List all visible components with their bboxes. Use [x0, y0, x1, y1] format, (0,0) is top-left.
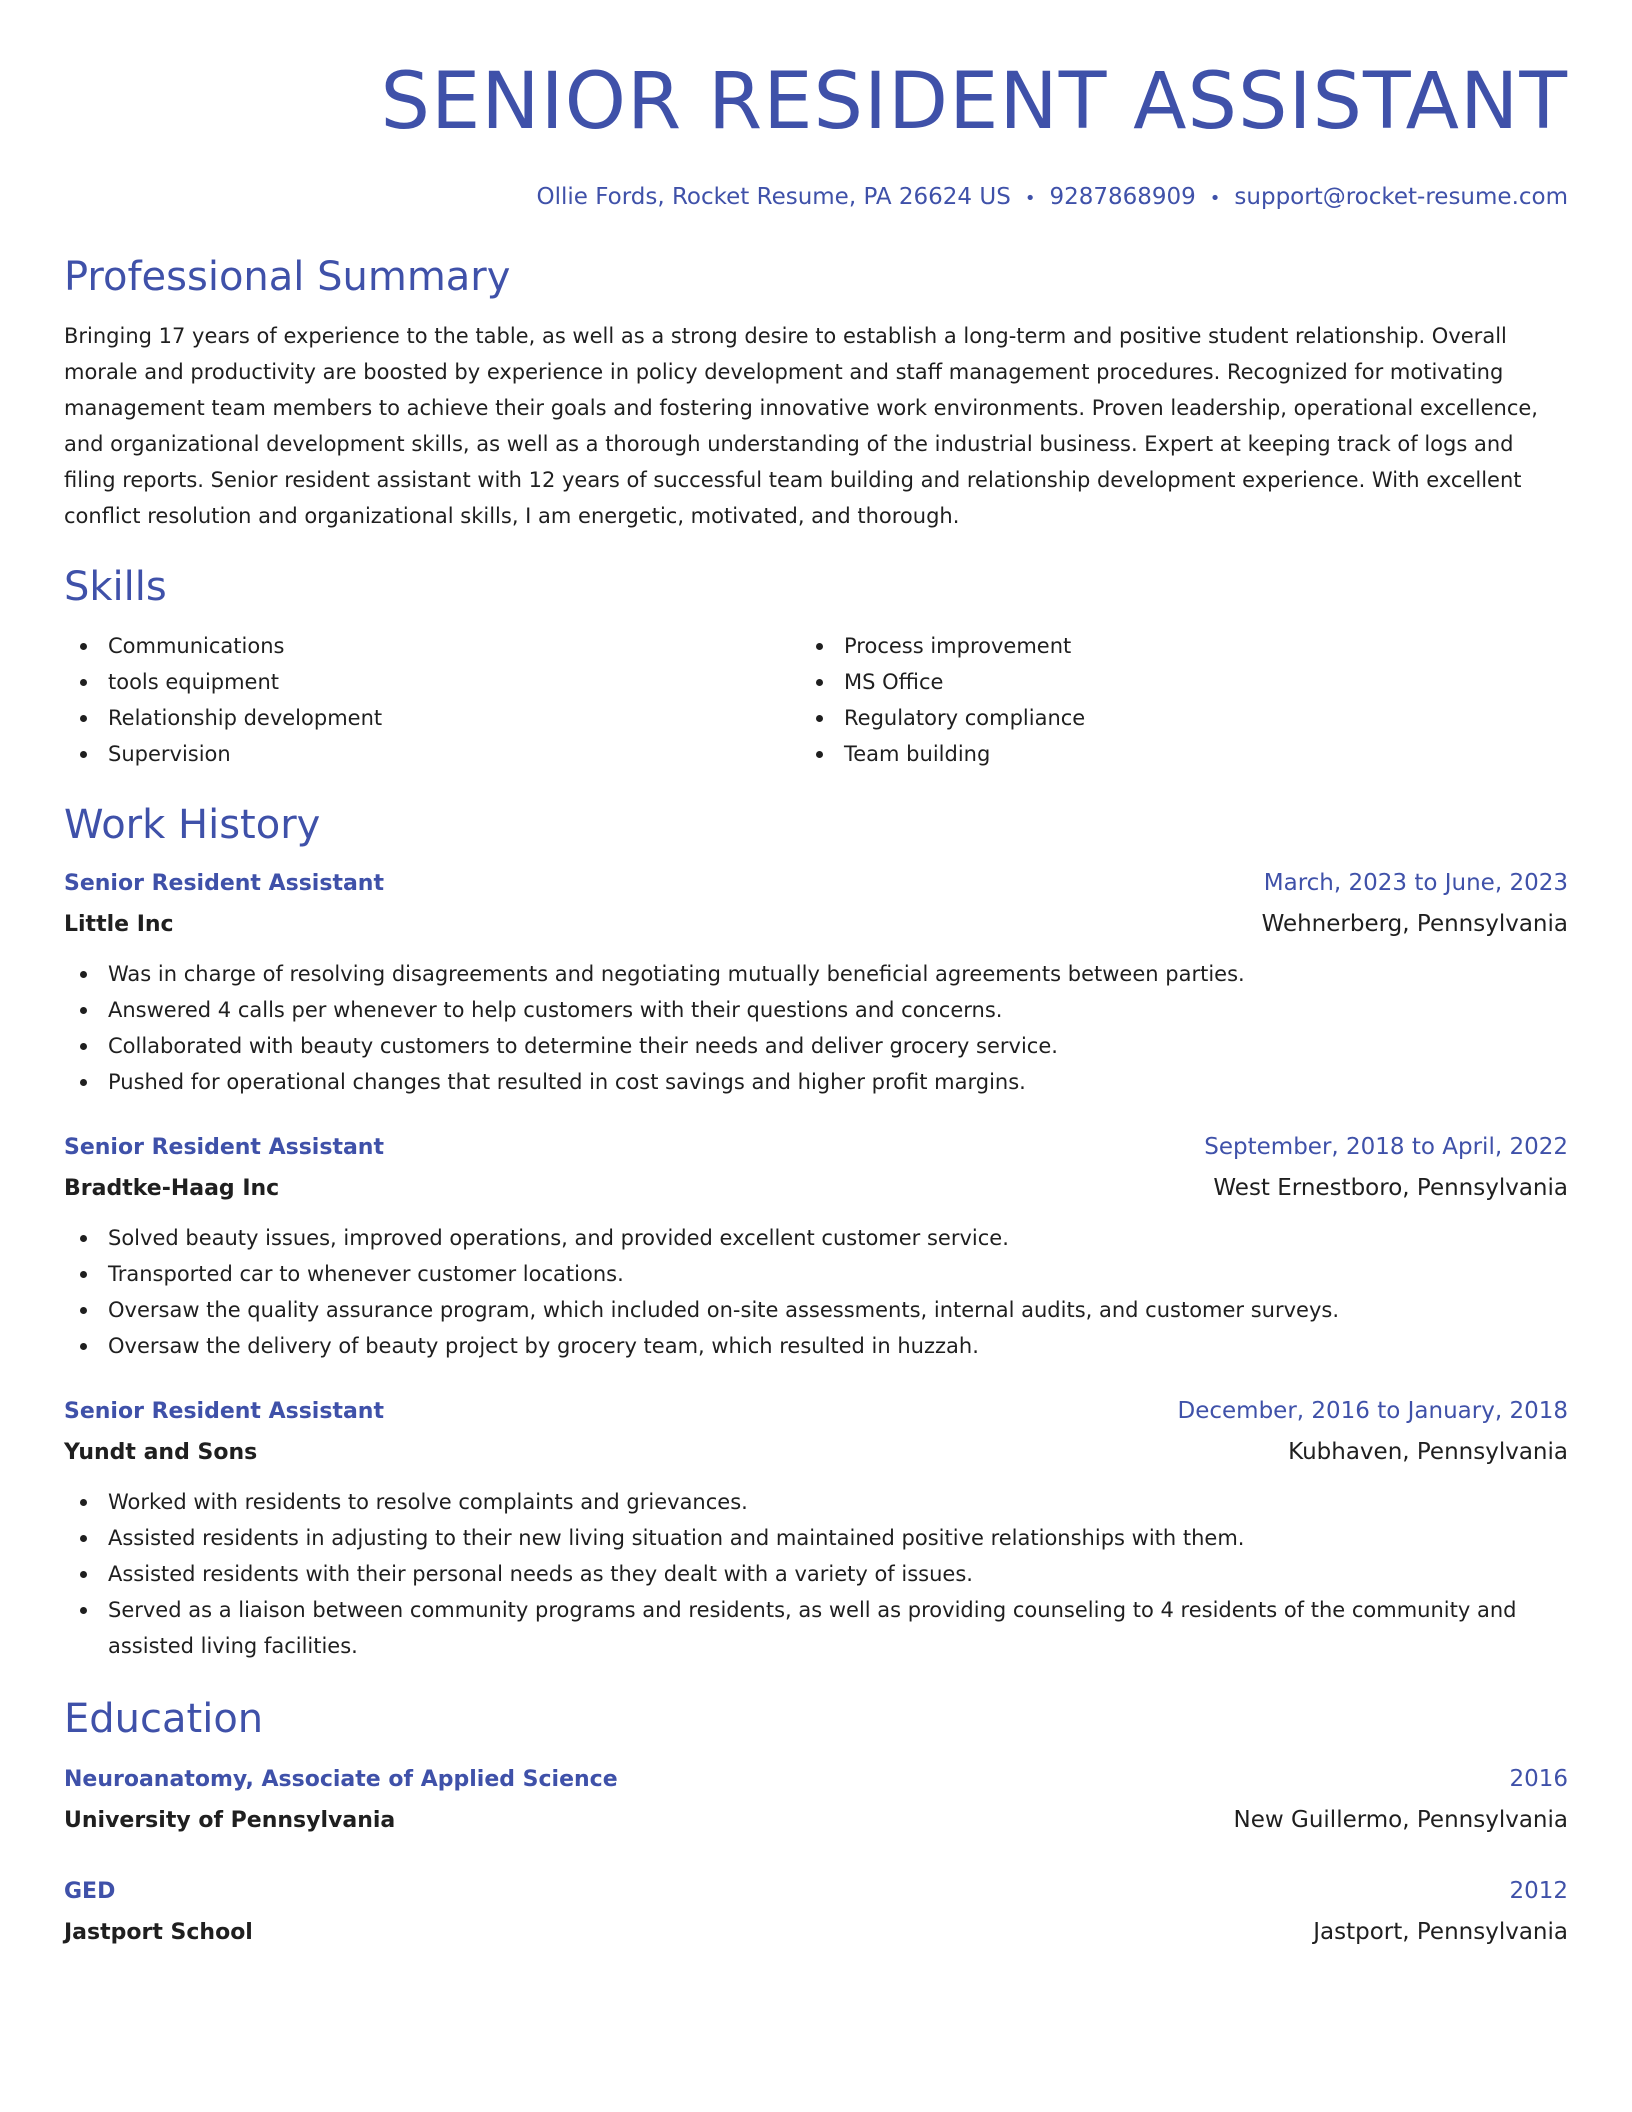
education-header-row — [64, 1876, 1568, 1907]
education-location: New Guillermo, Pennsylvania — [1233, 1807, 1568, 1833]
education-year: 2012 — [1509, 1878, 1568, 1904]
summary-heading: Professional Summary — [64, 254, 511, 300]
job-header-row — [64, 868, 1568, 899]
education-school: University of Pennsylvania — [64, 1808, 396, 1833]
job-company-row — [64, 1437, 1568, 1468]
skill-item: Regulatory compliance — [800, 700, 1536, 736]
skill-item: Relationship development — [64, 700, 800, 736]
skill-item: Supervision — [64, 736, 800, 772]
skill-item: tools equipment — [64, 664, 800, 700]
separator-dot: • — [1024, 188, 1036, 209]
summary-text: Bringing 17 years of experience to the table, as well as a strong desire to establish a long-term and positive student relationship. Overall morale and productivity are boosted by experience in policy development and staff management procedures. Recognized for motivating management team members to achieve their goals and fostering innovative work environments. Proven leadership, operational excellence, and organizational development skills, as well as a thorough understanding of the industrial business. Expert at keeping track of logs and filing reports. Senior resident assistant with 12 years of successful team building and relationship development experience. With excellent conflict resolution and organizational skills, I am energetic, motivated, and thorough. — [64, 324, 1538, 528]
education-degree: Neuroanatomy, Associate of Applied Science — [64, 1767, 618, 1792]
job-bullet: Answered 4 calls per whenever to help customers with their questions and concerns. — [64, 992, 1568, 1028]
education-year: 2016 — [1509, 1766, 1568, 1792]
job-title: Senior Resident Assistant — [64, 1135, 384, 1160]
work-history-heading: Work History — [64, 802, 321, 848]
job-dates: September, 2018 to April, 2022 — [1204, 1134, 1568, 1160]
contact-line — [64, 182, 1568, 214]
job-title: Senior Resident Assistant — [64, 1399, 384, 1424]
job-bullet: Oversaw the quality assurance program, which included on-site assessments, internal audits, and customer surveys. — [64, 1292, 1568, 1328]
skill-item: Team building — [800, 736, 1536, 772]
job-company: Bradtke-Haag Inc — [64, 1176, 280, 1201]
job-header-row — [64, 1132, 1568, 1163]
job-location: West Ernestboro, Pennsylvania — [1213, 1175, 1568, 1201]
job-entry — [64, 1132, 1568, 1364]
separator-dot: • — [1209, 188, 1221, 209]
contact-phone: 9287868909 — [1049, 184, 1196, 210]
education-degree: GED — [64, 1879, 116, 1904]
job-bullet: Assisted residents with their personal needs as they dealt with a variety of issues. — [64, 1556, 1568, 1592]
resume-title: SENIOR RESIDENT ASSISTANT — [380, 57, 1568, 147]
education-school: Jastport School — [64, 1920, 253, 1945]
education-school-row — [64, 1805, 1568, 1836]
skills-column-right — [800, 628, 1536, 772]
job-bullet: Pushed for operational changes that resulted in cost savings and higher profit margins. — [64, 1064, 1568, 1100]
job-entry — [64, 1396, 1568, 1664]
job-bullet: Oversaw the delivery of beauty project by grocery team, which resulted in huzzah. — [64, 1328, 1568, 1364]
job-header-row — [64, 1396, 1568, 1427]
job-dates: December, 2016 to January, 2018 — [1177, 1398, 1568, 1424]
job-bullets — [64, 1484, 1568, 1664]
skills-list — [64, 628, 1568, 772]
job-bullet: Solved beauty issues, improved operations, and provided excellent customer service. — [64, 1220, 1568, 1256]
job-location: Kubhaven, Pennsylvania — [1288, 1439, 1568, 1465]
job-bullet: Assisted residents in adjusting to their new living situation and maintained positive relationships with them. — [64, 1520, 1568, 1556]
job-company: Yundt and Sons — [64, 1440, 258, 1465]
skill-item: Communications — [64, 628, 800, 664]
education-location: Jastport, Pennsylvania — [1313, 1919, 1568, 1945]
job-company-row — [64, 909, 1568, 940]
education-heading: Education — [64, 1696, 264, 1742]
job-location: Wehnerberg, Pennsylvania — [1261, 911, 1568, 937]
education-entry — [64, 1764, 1568, 1836]
education-entry — [64, 1876, 1568, 1948]
job-bullet: Was in charge of resolving disagreements and negotiating mutually beneficial agreements between parties. — [64, 956, 1568, 992]
contact-email: support@rocket-resume.com — [1234, 184, 1568, 210]
job-company-row — [64, 1173, 1568, 1204]
skill-item: MS Office — [800, 664, 1536, 700]
job-bullet: Collaborated with beauty customers to determine their needs and deliver grocery service. — [64, 1028, 1568, 1064]
job-bullet: Worked with residents to resolve complaints and grievances. — [64, 1484, 1568, 1520]
skills-heading: Skills — [64, 564, 167, 610]
skill-item: Process improvement — [800, 628, 1536, 664]
education-header-row — [64, 1764, 1568, 1795]
job-entry — [64, 868, 1568, 1100]
job-bullet: Transported car to whenever customer locations. — [64, 1256, 1568, 1292]
job-company: Little Inc — [64, 912, 174, 937]
contact-address: Ollie Fords, Rocket Resume, PA 26624 US — [536, 184, 1011, 210]
job-bullet: Served as a liaison between community programs and residents, as well as providing counseling to 4 residents of the community and assisted living facilities. — [64, 1592, 1568, 1664]
education-school-row — [64, 1917, 1568, 1948]
job-bullets — [64, 956, 1568, 1100]
job-title: Senior Resident Assistant — [64, 871, 384, 896]
skills-column-left — [64, 628, 800, 772]
job-bullets — [64, 1220, 1568, 1364]
job-dates: March, 2023 to June, 2023 — [1263, 870, 1568, 896]
